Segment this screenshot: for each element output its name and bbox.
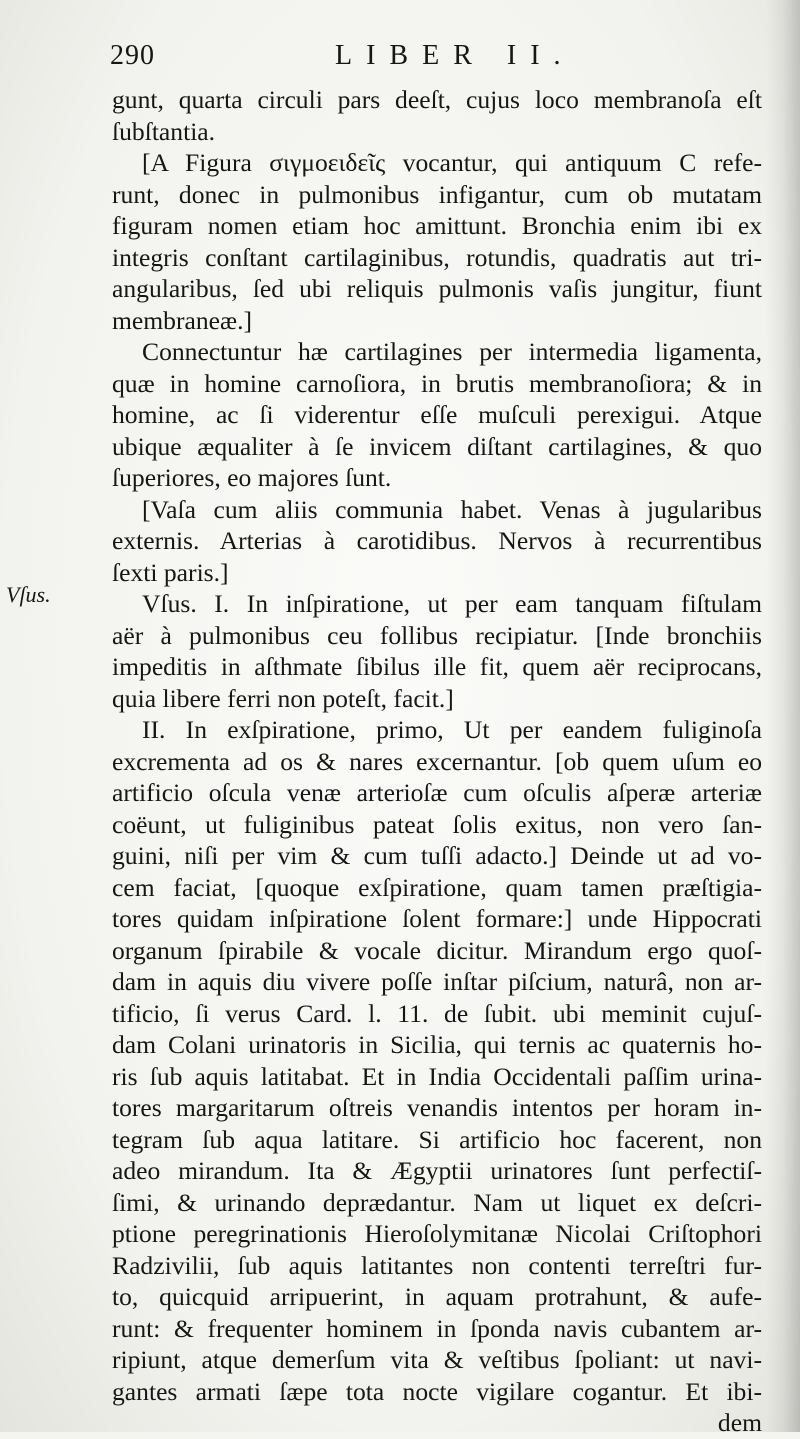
text-line: tores margaritarum oſtreis venandis intentos per horam in- bbox=[112, 1093, 762, 1122]
text-line: dam Colani urinatoris in Sicilia, qui ternis ac quaternis ho- bbox=[112, 1030, 762, 1059]
text-line: ris ſub aquis latitabat. Et in India Occidentali paſſim urina- bbox=[112, 1061, 762, 1091]
text-line: guini, niſi per vim & cum tuſſi adacto.] Deinde ut ad vo- bbox=[112, 841, 762, 870]
text-line: Connectuntur hæ cartilagines per intermedia ligamenta, bbox=[142, 337, 762, 366]
text-line: adeo mirandum. Ita & Ægyptii urinatores ſunt perfectiſ- bbox=[112, 1156, 762, 1185]
margin-note: Vſus. bbox=[6, 582, 51, 607]
text-line: [A Figura σιγμοειδεῖς vocantur, qui antiquum C refe- bbox=[142, 148, 762, 177]
text-line: angularibus, ſed ubi reliquis pulmonis vaſis jungitur, fiunt bbox=[112, 274, 762, 303]
text-line: ſubſtantia. bbox=[112, 116, 216, 146]
text-line: impeditis in aſthmate ſibilus ille fit, quem aër reciprocans, bbox=[112, 652, 762, 681]
text-line: aër à pulmonibus ceu follibus recipiatur. [Inde bronchiis bbox=[112, 620, 762, 650]
text-line: cem faciat, [quoque exſpiratione, quam tamen præſtigia- bbox=[112, 872, 762, 902]
text-line: II. In exſpiratione, primo, Ut per eandem fuliginoſa bbox=[142, 715, 762, 744]
text-line: dam in aquis diu vivere poſſe inſtar piſcium, naturâ, non ar- bbox=[112, 967, 762, 996]
text-line: externis. Arterias à carotidibus. Nervos à recurrentibus bbox=[112, 526, 762, 555]
text-line: coëunt, ut fuliginibus pateat ſolis exitus, non vero ſan- bbox=[112, 809, 762, 839]
text-line: Vſus. I. In inſpiratione, ut per eam tanquam fiſtulam bbox=[142, 589, 762, 618]
text-line: integris conſtant cartilaginibus, rotundis, quadratis aut tri- bbox=[112, 242, 762, 272]
text-line: ſuperiores, eo majores ſunt. bbox=[112, 463, 392, 492]
text-line: runt: & frequenter hominem in ſponda navis cubantem ar- bbox=[112, 1313, 762, 1343]
text-line: ripiunt, atque demerſum vita & veſtibus ſpoliant: ut navi- bbox=[112, 1345, 762, 1374]
text-line: quæ in homine carnoſiora, in brutis membranoſiora; & in bbox=[112, 368, 762, 398]
text-line: ſexti paris.] bbox=[112, 557, 229, 587]
text-line: figuram nomen etiam hoc amittunt. Bronchia enim ibi ex bbox=[112, 211, 762, 240]
text-line: to, quicquid arripuerint, in aquam protrahunt, & aufe- bbox=[112, 1282, 762, 1311]
text-line: organum ſpirabile & vocale dicitur. Mirandum ergo quoſ- bbox=[112, 935, 762, 965]
text-line: artificio oſcula venæ arterioſæ cum oſculis aſperæ arteriæ bbox=[112, 778, 762, 807]
text-line: tegram ſub aqua latitare. Si artificio hoc facerent, non bbox=[112, 1124, 762, 1154]
text-line: ubique æqualiter à ſe invicem diſtant cartilagines, & quo bbox=[112, 431, 762, 461]
text-line: homine, ac ſi viderentur eſſe muſculi perexigui. Atque bbox=[112, 400, 762, 429]
text-line: tificio, ſi verus Card. l. 11. de ſubit. ubi meminit cujuſ- bbox=[112, 998, 762, 1028]
text-line: membraneæ.] bbox=[112, 305, 253, 335]
text-line: [Vaſa cum aliis communia habet. Venas à jugularibus bbox=[142, 494, 762, 524]
page-gutter-shadow bbox=[766, 0, 800, 1432]
text-line: ptione peregrinationis Hieroſolymitanæ Nicolai Criſtophori bbox=[112, 1219, 762, 1248]
text-line: dem bbox=[717, 1408, 762, 1437]
page-header bbox=[110, 40, 760, 80]
running-head: LIBER II. bbox=[335, 40, 575, 71]
text-line: quia libere ferri non poteſt, facit.] bbox=[112, 683, 454, 713]
body-text bbox=[112, 84, 762, 1439]
text-line: excrementa ad os & nares excernantur. [ob quem uſum eo bbox=[112, 746, 762, 776]
text-line: Radzivilii, ſub aquis latitantes non contenti terreſtri fur- bbox=[112, 1250, 762, 1280]
text-line: gantes armati ſæpe tota nocte vigilare cogantur. Et ibi- bbox=[112, 1376, 762, 1406]
text-line: tores quidam inſpiratione ſolent formare:] unde Hippocrati bbox=[112, 904, 762, 933]
text-line: runt, donec in pulmonibus infigantur, cum ob mutatam bbox=[112, 179, 762, 209]
text-line: gunt, quarta circuli pars deeſt, cujus loco membranoſa eſt bbox=[112, 85, 762, 114]
text-line: ſimi, & urinando deprædantur. Nam ut liquet ex deſcri- bbox=[112, 1187, 762, 1217]
page-number: 290 bbox=[110, 40, 155, 71]
